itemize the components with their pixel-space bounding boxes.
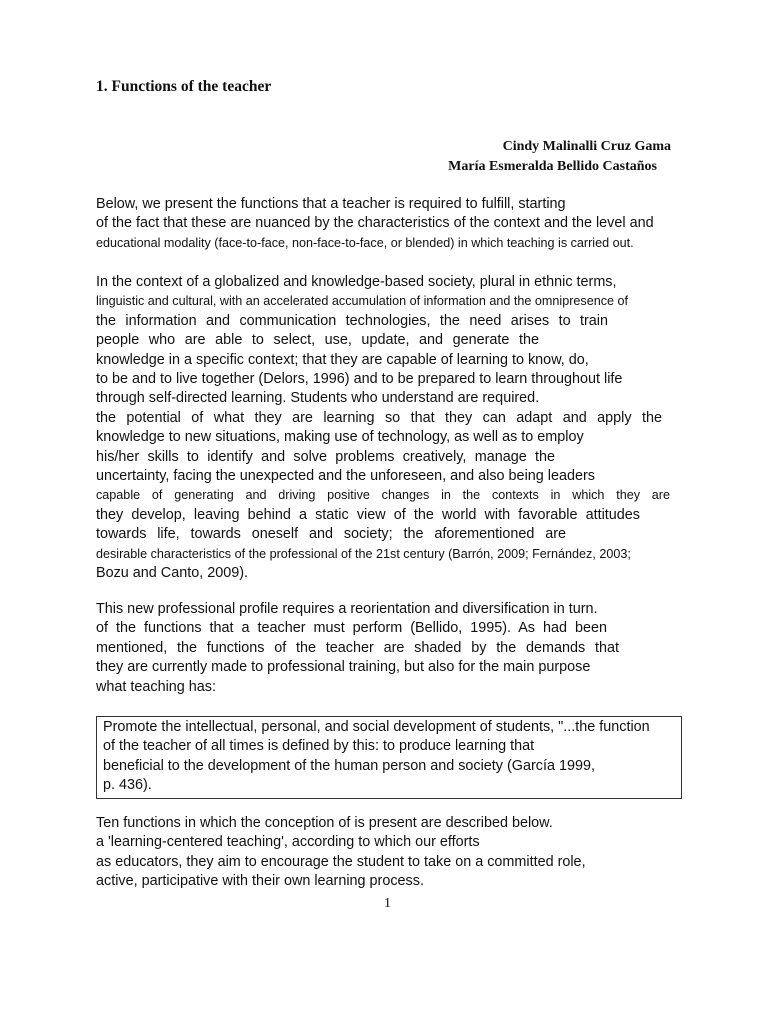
- text-line: of the fact that these are nuanced by the characteristics of the context and the level and: [96, 215, 654, 232]
- quote-line: Promote the intellectual, personal, and social development of students, "...the function: [103, 719, 650, 735]
- text-line: desirable characteristics of the professional of the 21st century (Barrón, 2009; Fernández, 2003;: [96, 546, 631, 561]
- text-line: of the functions that a teacher must perform (Bellido, 1995). As had been: [96, 620, 607, 637]
- text-line: through self-directed learning. Students who understand are required.: [96, 390, 540, 407]
- page-number: 1: [384, 896, 391, 911]
- text-line: Ten functions in which the conception of is present are described below.: [96, 815, 553, 831]
- text-line: linguistic and cultural, with an accelerated accumulation of information and the omnipresence of: [96, 294, 629, 309]
- authors-block: [448, 137, 671, 177]
- text-line: uncertainty, facing the unexpected and the unforeseen, and also being leaders: [96, 468, 595, 485]
- text-line: people who are able to select, use, update, and generate the: [96, 332, 539, 349]
- text-line: a 'learning-centered teaching', according to which our efforts: [96, 834, 480, 851]
- text-line: the potential of what they are learning so that they can adapt and apply the: [96, 409, 662, 426]
- quote-line: beneficial to the development of the human person and society (García 1999,: [103, 757, 595, 774]
- paragraph-intro: [96, 195, 682, 253]
- text-line: mentioned, the functions of the teacher are shaded by the demands that: [96, 639, 619, 656]
- text-line: active, participative with their own learning process.: [96, 873, 424, 890]
- text-line: they develop, leaving behind a static view of the world with favorable attitudes: [96, 506, 640, 523]
- text-line: as educators, they aim to encourage the student to take on a committed role,: [96, 853, 586, 870]
- text-line: they are currently made to professional training, but also for the main purpose: [96, 659, 591, 676]
- author-name: María Esmeralda Bellido Castaños: [448, 159, 657, 174]
- quote-line: p. 436).: [103, 777, 152, 794]
- text-line: educational modality (face-to-face, non-face-to-face, or blended) in which teaching is carried out.: [96, 235, 634, 250]
- text-line: capable of generating and driving positive changes in the contexts in which they are: [96, 488, 670, 503]
- text-line: Below, we present the functions that a teacher is required to fulfill, starting: [96, 196, 566, 212]
- text-line: what teaching has:: [96, 678, 217, 695]
- paragraph-context: [96, 273, 682, 584]
- text-line: knowledge in a specific context; that they are capable of learning to know, do,: [96, 351, 589, 368]
- quote-line: of the teacher of all times is defined by this: to produce learning that: [103, 738, 535, 755]
- text-line: In the context of a globalized and knowledge-based society, plural in ethnic terms,: [96, 274, 617, 290]
- text-line: his/her skills to identify and solve problems creatively, manage the: [96, 448, 555, 465]
- section-heading: 1. Functions of the teacher: [96, 78, 272, 95]
- paragraph-profile: [96, 600, 682, 697]
- text-line: knowledge to new situations, making use of technology, as well as to employ: [96, 429, 584, 446]
- author-name: Cindy Malinalli Cruz Gama: [502, 139, 671, 154]
- text-line: This new professional profile requires a reorientation and diversification in turn.: [96, 601, 598, 617]
- text-line: to be and to live together (Delors, 1996) and to be prepared to learn throughout life: [96, 371, 623, 388]
- paragraph-functions: [96, 814, 682, 892]
- text-line: Bozu and Canto, 2009).: [96, 565, 249, 582]
- text-line: towards life, towards oneself and society; the aforementioned are: [96, 526, 566, 543]
- quote-box: [96, 716, 682, 799]
- text-line: the information and communication technologies, the need arises to train: [96, 312, 608, 329]
